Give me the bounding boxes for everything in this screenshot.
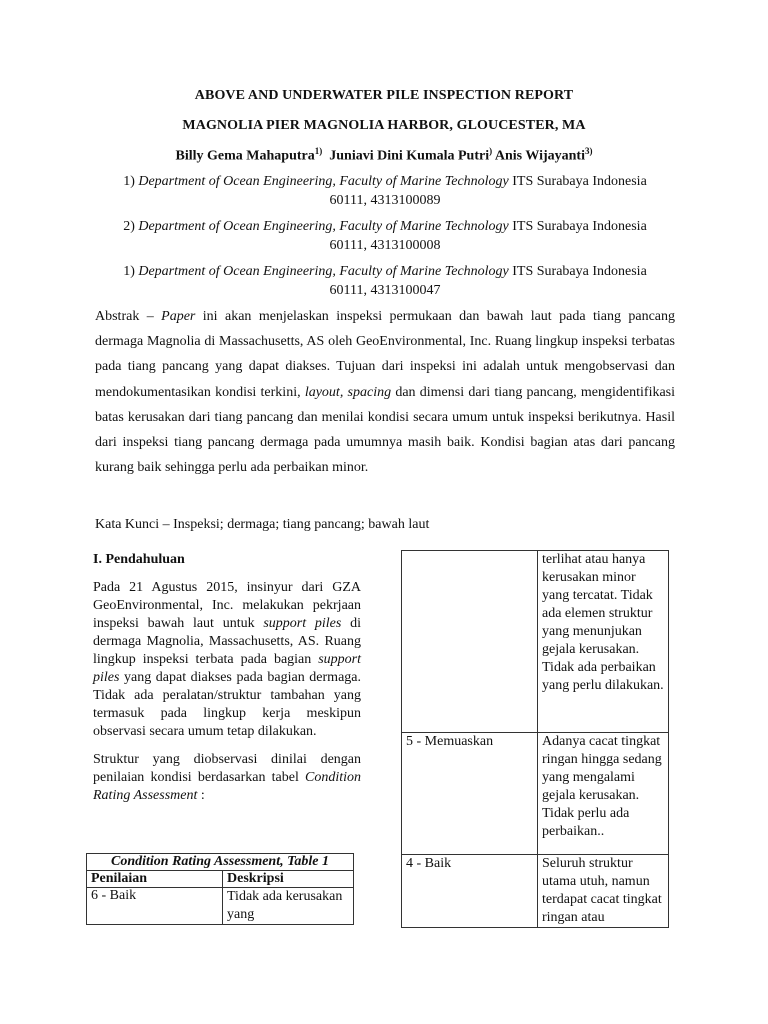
author-3: Anis Wijayanti — [494, 148, 585, 164]
intro-text-b: di dermaga Magnolia, Massachusetts, AS. Ruang lingkup inspeksi terbata pada bagian — [93, 616, 362, 667]
table-header-rating: Penilaian — [87, 871, 223, 888]
table-cell-description: Tidak ada kerusakan yang — [223, 888, 354, 925]
intro-italic-2: support piles — [93, 652, 361, 685]
table-cell-rating: 5 - Memuaskan — [402, 733, 538, 855]
keywords: Kata Kunci – Inspeksi; dermaga; tiang pancang; bawah laut — [95, 517, 430, 532]
abstract-text-1: ini akan menjelaskan inspeksi permukaan dan bawah laut pada tiang pancang dermaga Magnolia di Massachusetts, AS oleh GeoEnvironmental, Inc. Ruang lingkup inspeksi terbatas pada tiang pancang yang dapat diakses. Tujuan dari inspeksi ini adalah untuk mengobservasi dan mendokumentasikan kondisi terkini, — [95, 309, 675, 400]
paper-title-line-1: ABOVE AND UNDERWATER PILE INSPECTION REPORT — [194, 88, 574, 103]
affiliation-code: 60111, 4313100047 — [329, 283, 441, 298]
affiliation-3 — [95, 262, 675, 300]
abstract-paper-word: Paper — [161, 309, 196, 324]
table-intro-text-b: : — [197, 788, 205, 803]
intro-text-c: yang dapat diakses pada bagian dermaga. Tidak ada peralatan/struktur tambahan yang termasuk pada lingkup kerja meskipun observasi secara umum tetap dilakukan. — [93, 670, 361, 739]
affiliation-number: 1) — [123, 264, 135, 279]
author-3-affil-marker: 3) — [584, 146, 593, 156]
author-1: Billy Gema Mahaputra — [175, 148, 315, 164]
abstract-text-2: dan dimensi dari tiang pancang, mengidentifikasi batas kerusakan dari tiang pancang dan menilai kondisi secara umum untuk inspeksi berikutnya. Hasil dari inspeksi tiang pancang dermaga pada umumnya masih baik. Kondisi bagian atas dari pancang kurang baik sehingga perlu ada perbaikan minor. — [95, 384, 676, 476]
author-2: Juniavi Dini Kumala Putri — [329, 148, 490, 164]
affiliation-number: 1) — [123, 174, 135, 189]
affiliation-code: 60111, 4313100008 — [329, 238, 441, 253]
affiliation-department: Department of Ocean Engineering, Faculty of Marine Technology — [138, 219, 509, 234]
table-cell-rating — [402, 551, 538, 733]
author-1-affil-marker: 1) — [314, 146, 323, 156]
table-caption: Condition Rating Assessment, Table 1 — [87, 854, 354, 871]
affiliation-number: 2) — [123, 219, 135, 234]
table-intro-paragraph — [93, 751, 361, 805]
table-cell-rating: 6 - Baik — [87, 888, 223, 925]
condition-rating-table-continued — [401, 550, 669, 928]
affiliation-department: Department of Ocean Engineering, Faculty of Marine Technology — [138, 174, 509, 189]
table-cell-rating: 4 - Baik — [402, 855, 538, 928]
section-heading: I. Pendahuluan — [93, 552, 185, 567]
abstract-paragraph — [95, 304, 675, 480]
intro-paragraph — [93, 579, 361, 741]
table-cell-description: terlihat atau hanya kerusakan minor yang tercatat. Tidak ada elemen struktur yang menunjukan gejala kerusakan. Tidak ada perbaikan yang perlu dilakukan. — [538, 551, 669, 733]
intro-italic-1: support piles — [263, 616, 342, 631]
left-column — [93, 552, 361, 805]
table-cell-description: Seluruh struktur utama utuh, namun terdapat cacat tingkat ringan atau — [538, 855, 669, 928]
affiliation-department: Department of Ocean Engineering, Faculty of Marine Technology — [138, 264, 509, 279]
abstract-italic-terms: layout, spacing — [304, 384, 392, 400]
condition-rating-table — [86, 853, 354, 925]
paper-title-line-2: MAGNOLIA PIER MAGNOLIA HARBOR, GLOUCESTER, MA — [182, 118, 586, 133]
affiliation-code: 60111, 4313100089 — [329, 193, 441, 208]
affiliation-institution: ITS Surabaya Indonesia — [512, 264, 647, 279]
affiliation-1 — [95, 172, 675, 210]
table-intro-italic: Condition Rating Assessment — [93, 770, 361, 803]
affiliation-2 — [95, 217, 675, 255]
intro-text-a: Pada 21 Agustus 2015, insinyur dari GZA GeoEnvironmental, Inc. melakukan pekrjaan inspeksi bawah laut untuk — [93, 580, 361, 631]
table-header-description: Deskripsi — [223, 871, 354, 888]
table-intro-text-a: Struktur yang diobservasi dinilai dengan penilaian kondisi berdasarkan tabel — [93, 752, 361, 785]
author-2-affil-marker: ) — [489, 146, 493, 156]
author-list — [0, 146, 768, 165]
affiliation-institution: ITS Surabaya Indonesia — [512, 174, 647, 189]
abstract-lead: Abstrak – — [95, 309, 162, 324]
affiliation-institution: ITS Surabaya Indonesia — [512, 219, 647, 234]
table-cell-description: Adanya cacat tingkat ringan hingga sedang yang mengalami gejala kerusakan. Tidak perlu ada perbaikan.. — [538, 733, 669, 855]
